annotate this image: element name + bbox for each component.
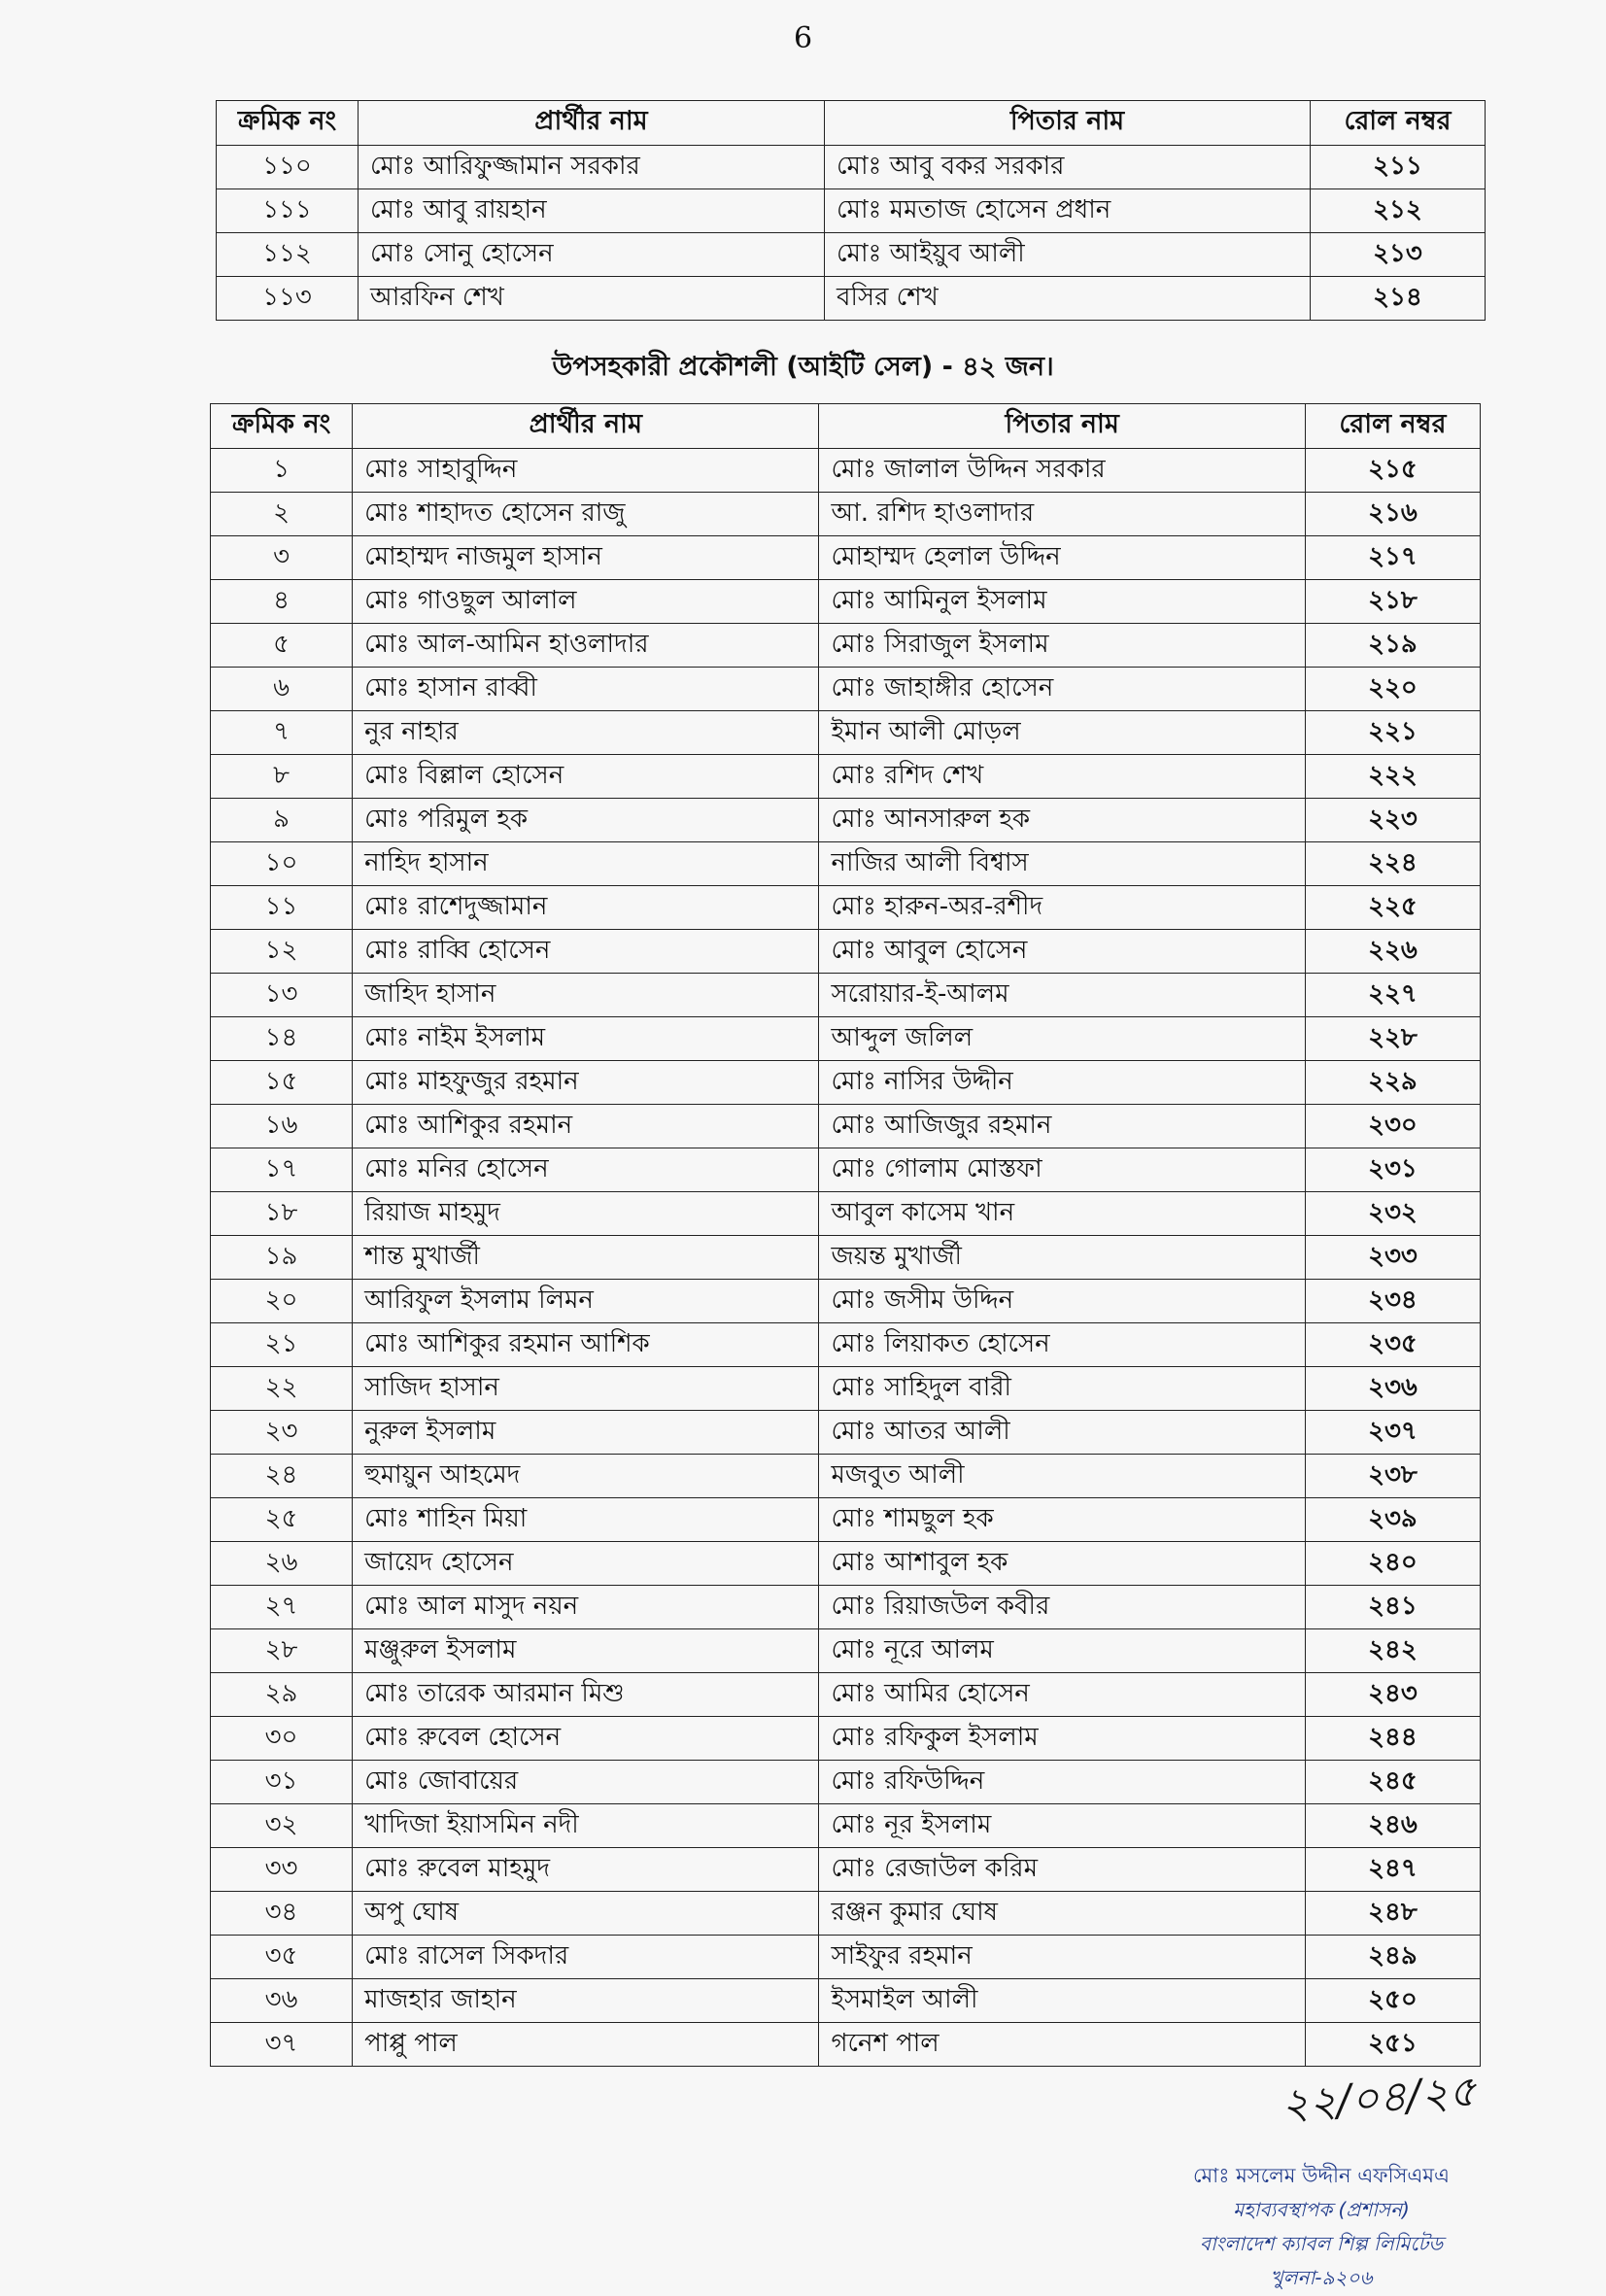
- serial-cell: ৬: [211, 668, 353, 711]
- candidate-name-cell: মোঃ আশিকুর রহমান আশিক: [353, 1323, 819, 1367]
- father-name-cell: সরোয়ার-ই-আলম: [819, 974, 1305, 1017]
- serial-cell: ৯: [211, 799, 353, 842]
- candidate-name-cell: মোঃ রাশেদুজ্জামান: [353, 886, 819, 930]
- father-name-cell: আ. রশিদ হাওলাদার: [819, 493, 1305, 536]
- serial-cell: ১৭: [211, 1148, 353, 1192]
- serial-cell: ১১১: [217, 189, 359, 233]
- father-name-cell: মোঃ আশাবুল হক: [819, 1542, 1305, 1586]
- candidate-name-cell: মোঃ মাহফুজুর রহমান: [353, 1061, 819, 1105]
- serial-cell: ৩০: [211, 1717, 353, 1761]
- table-row: [211, 1280, 1481, 1323]
- roll-number-cell: ২১৬: [1305, 493, 1480, 536]
- father-name-cell: মোঃ আমির হোসেন: [819, 1673, 1305, 1717]
- father-name-cell: মোঃ নূরে আলম: [819, 1629, 1305, 1673]
- father-name-cell: মোঃ নূর ইসলাম: [819, 1804, 1305, 1848]
- roll-number-cell: ২৪০: [1305, 1542, 1480, 1586]
- candidate-table-continued: [216, 100, 1486, 321]
- candidate-name-cell: মোঃ তারেক আরমান মিশু: [353, 1673, 819, 1717]
- roll-number-cell: ২৪৩: [1305, 1673, 1480, 1717]
- table-row: [211, 842, 1481, 886]
- father-name-cell: মোঃ রেজাউল করিম: [819, 1848, 1305, 1892]
- table-row: [211, 1804, 1481, 1848]
- serial-cell: ১৩: [211, 974, 353, 1017]
- handwritten-signature: ২২/০৪/২৫: [1279, 2066, 1479, 2130]
- father-name-cell: মোঃ জালাল উদ্দিন সরকার: [819, 449, 1305, 493]
- candidate-name-cell: মোঃ রুবেল হোসেন: [353, 1717, 819, 1761]
- roll-number-cell: ২১৯: [1305, 624, 1480, 668]
- father-name-cell: মোঃ আনসারুল হক: [819, 799, 1305, 842]
- father-name-cell: মোঃ লিয়াকত হোসেন: [819, 1323, 1305, 1367]
- serial-cell: ২০: [211, 1280, 353, 1323]
- roll-number-cell: ২২৭: [1305, 974, 1480, 1017]
- roll-number-cell: ২৩৮: [1305, 1455, 1480, 1498]
- candidate-name-cell: মোঃ রুবেল মাহমুদ: [353, 1848, 819, 1892]
- serial-cell: ১৮: [211, 1192, 353, 1236]
- header-roll-number: রোল নম্বর: [1311, 101, 1486, 146]
- serial-cell: ৩৭: [211, 2023, 353, 2067]
- serial-cell: ৩২: [211, 1804, 353, 1848]
- candidate-name-cell: হুমায়ুন আহমেদ: [353, 1455, 819, 1498]
- table-row: [211, 1761, 1481, 1804]
- father-name-cell: মোঃ সিরাজুল ইসলাম: [819, 624, 1305, 668]
- candidate-name-cell: মোঃ হাসান রাব্বী: [353, 668, 819, 711]
- table-row: [211, 1542, 1481, 1586]
- serial-cell: ১: [211, 449, 353, 493]
- candidate-name-cell: মোঃ রাব্বি হোসেন: [353, 930, 819, 974]
- candidate-name-cell: মোঃ জোবায়ের: [353, 1761, 819, 1804]
- father-name-cell: মোহাম্মদ হেলাল উদ্দিন: [819, 536, 1305, 580]
- candidate-name-cell: মোঃ সাহাবুদ্দিন: [353, 449, 819, 493]
- page-number: 6: [793, 21, 813, 55]
- father-name-cell: মোঃ জসীম উদ্দিন: [819, 1280, 1305, 1323]
- roll-number-cell: ২৩২: [1305, 1192, 1480, 1236]
- roll-number-cell: ২৩১: [1305, 1148, 1480, 1192]
- candidate-name-cell: মোঃ গাওছুল আলাল: [353, 580, 819, 624]
- serial-cell: ২৭: [211, 1586, 353, 1629]
- header-candidate-name: প্রার্থীর নাম: [353, 404, 819, 449]
- table-row: [211, 1017, 1481, 1061]
- serial-cell: ১৯: [211, 1236, 353, 1280]
- serial-cell: ১০: [211, 842, 353, 886]
- serial-cell: ৩৫: [211, 1936, 353, 1979]
- signatory-organization: বাংলাদেশ ক্যাবল শিল্প লিমিটেড: [1199, 2232, 1444, 2255]
- serial-cell: ২৮: [211, 1629, 353, 1673]
- father-name-cell: মোঃ আতর আলী: [819, 1411, 1305, 1455]
- serial-cell: ১২: [211, 930, 353, 974]
- table-row: [211, 886, 1481, 930]
- header-serial: ক্রমিক নং: [217, 101, 359, 146]
- table-row: [211, 1455, 1481, 1498]
- candidate-name-cell: নুর নাহার: [353, 711, 819, 755]
- roll-number-cell: ২৩৯: [1305, 1498, 1480, 1542]
- roll-number-cell: ২৪২: [1305, 1629, 1480, 1673]
- roll-number-cell: ২৪৯: [1305, 1936, 1480, 1979]
- header-father-name: পিতার নাম: [825, 101, 1311, 146]
- signatory-name: মোঃ মসলেম উদ্দীন এফসিএমএ: [1192, 2164, 1451, 2187]
- table-row: [211, 1148, 1481, 1192]
- candidate-name-cell: মোঃ আশিকুর রহমান: [353, 1105, 819, 1148]
- serial-cell: ২৪: [211, 1455, 353, 1498]
- candidate-name-cell: আরিফুল ইসলাম লিমন: [353, 1280, 819, 1323]
- table-row: [211, 580, 1481, 624]
- father-name-cell: মোঃ জাহাঙ্গীর হোসেন: [819, 668, 1305, 711]
- father-name-cell: মোঃ রফিউদ্দিন: [819, 1761, 1305, 1804]
- table-row: [211, 1717, 1481, 1761]
- table-row: [211, 1848, 1481, 1892]
- roll-number-cell: ২৫১: [1305, 2023, 1480, 2067]
- father-name-cell: মোঃ গোলাম মোস্তফা: [819, 1148, 1305, 1192]
- serial-cell: ৭: [211, 711, 353, 755]
- serial-cell: ১১৩: [217, 277, 359, 321]
- serial-cell: ২৯: [211, 1673, 353, 1717]
- serial-cell: ৩৩: [211, 1848, 353, 1892]
- father-name-cell: মোঃ আবু বকর সরকার: [825, 146, 1311, 189]
- roll-number-cell: ২৩৭: [1305, 1411, 1480, 1455]
- table-row: [211, 930, 1481, 974]
- table-row: [217, 233, 1486, 277]
- candidate-name-cell: সাজিদ হাসান: [353, 1367, 819, 1411]
- table-row: [211, 2023, 1481, 2067]
- serial-cell: ১১০: [217, 146, 359, 189]
- table-row: [211, 1979, 1481, 2023]
- table-row: [217, 277, 1486, 321]
- roll-number-cell: ২২৫: [1305, 886, 1480, 930]
- father-name-cell: মোঃ আবুল হোসেন: [819, 930, 1305, 974]
- header-serial: ক্রমিক নং: [211, 404, 353, 449]
- serial-cell: ২৩: [211, 1411, 353, 1455]
- candidate-name-cell: মোঃ নাইম ইসলাম: [353, 1017, 819, 1061]
- table-row: [211, 974, 1481, 1017]
- table-row: [211, 1673, 1481, 1717]
- roll-number-cell: ২১৭: [1305, 536, 1480, 580]
- father-name-cell: মোঃ সাহিদুল বারী: [819, 1367, 1305, 1411]
- candidate-name-cell: মোঃ আবু রায়হান: [359, 189, 825, 233]
- candidate-name-cell: মোঃ আল মাসুদ নয়ন: [353, 1586, 819, 1629]
- father-name-cell: নাজির আলী বিশ্বাস: [819, 842, 1305, 886]
- table-row: [211, 1498, 1481, 1542]
- father-name-cell: মোঃ হারুন-অর-রশীদ: [819, 886, 1305, 930]
- signatory-designation: মহাব্যবস্থাপক (প্রশাসন): [1233, 2198, 1410, 2221]
- table-row: [211, 1061, 1481, 1105]
- father-name-cell: বসির শেখ: [825, 277, 1311, 321]
- table-row: [211, 1411, 1481, 1455]
- candidate-name-cell: মঞ্জুরুল ইসলাম: [353, 1629, 819, 1673]
- candidate-name-cell: মোঃ শাহাদত হোসেন রাজু: [353, 493, 819, 536]
- roll-number-cell: ২২০: [1305, 668, 1480, 711]
- candidate-name-cell: মোঃ রাসেল সিকদার: [353, 1936, 819, 1979]
- serial-cell: ১১২: [217, 233, 359, 277]
- roll-number-cell: ২১৫: [1305, 449, 1480, 493]
- candidate-name-cell: মোঃ আরিফুজ্জামান সরকার: [359, 146, 825, 189]
- roll-number-cell: ২৪৭: [1305, 1848, 1480, 1892]
- roll-number-cell: ২৪৫: [1305, 1761, 1480, 1804]
- roll-number-cell: ২২৯: [1305, 1061, 1480, 1105]
- serial-cell: ৫: [211, 624, 353, 668]
- father-name-cell: মোঃ রিয়াজউল কবীর: [819, 1586, 1305, 1629]
- roll-number-cell: ২১২: [1311, 189, 1486, 233]
- roll-number-cell: ২২৬: [1305, 930, 1480, 974]
- father-name-cell: মোঃ আমিনুল ইসলাম: [819, 580, 1305, 624]
- father-name-cell: আব্দুল জলিল: [819, 1017, 1305, 1061]
- roll-number-cell: ২২১: [1305, 711, 1480, 755]
- candidate-name-cell: মোঃ বিল্লাল হোসেন: [353, 755, 819, 799]
- father-name-cell: জয়ন্ত মুখার্জী: [819, 1236, 1305, 1280]
- candidate-name-cell: অপু ঘোষ: [353, 1892, 819, 1936]
- table-row: [211, 799, 1481, 842]
- table-row: [211, 755, 1481, 799]
- candidate-name-cell: নুরুল ইসলাম: [353, 1411, 819, 1455]
- roll-number-cell: ২১৮: [1305, 580, 1480, 624]
- candidate-name-cell: নাহিদ হাসান: [353, 842, 819, 886]
- father-name-cell: আবুল কাসেম খান: [819, 1192, 1305, 1236]
- serial-cell: ২১: [211, 1323, 353, 1367]
- serial-cell: ২৫: [211, 1498, 353, 1542]
- candidate-table-it-cell: [210, 403, 1481, 2067]
- candidate-name-cell: পাপ্পু পাল: [353, 2023, 819, 2067]
- roll-number-cell: ২২২: [1305, 755, 1480, 799]
- roll-number-cell: ২২৪: [1305, 842, 1480, 886]
- table-row: [211, 1192, 1481, 1236]
- serial-cell: ৩৪: [211, 1892, 353, 1936]
- father-name-cell: মোঃ রফিকুল ইসলাম: [819, 1717, 1305, 1761]
- father-name-cell: মোঃ আইয়ুব আলী: [825, 233, 1311, 277]
- table-row: [211, 1892, 1481, 1936]
- candidate-name-cell: শান্ত মুখার্জী: [353, 1236, 819, 1280]
- roll-number-cell: ২৩৩: [1305, 1236, 1480, 1280]
- candidate-name-cell: মোঃ আল-আমিন হাওলাদার: [353, 624, 819, 668]
- serial-cell: ৪: [211, 580, 353, 624]
- candidate-name-cell: রিয়াজ মাহমুদ: [353, 1192, 819, 1236]
- roll-number-cell: ২৪১: [1305, 1586, 1480, 1629]
- table-row: [211, 1629, 1481, 1673]
- table-row: [211, 668, 1481, 711]
- serial-cell: ৮: [211, 755, 353, 799]
- father-name-cell: মোঃ মমতাজ হোসেন প্রধান: [825, 189, 1311, 233]
- roll-number-cell: ২৪৪: [1305, 1717, 1480, 1761]
- table-row: [217, 189, 1486, 233]
- signature-block: [1127, 2066, 1516, 2296]
- candidate-name-cell: জাহিদ হাসান: [353, 974, 819, 1017]
- header-roll-number: রোল নম্বর: [1305, 404, 1480, 449]
- table-row: [211, 1586, 1481, 1629]
- table-row: [211, 711, 1481, 755]
- serial-cell: ২২: [211, 1367, 353, 1411]
- father-name-cell: ইমান আলী মোড়ল: [819, 711, 1305, 755]
- roll-number-cell: ২৪৬: [1305, 1804, 1480, 1848]
- father-name-cell: মোঃ রশিদ শেখ: [819, 755, 1305, 799]
- serial-cell: ৩৬: [211, 1979, 353, 2023]
- candidate-name-cell: মোঃ পরিমুল হক: [353, 799, 819, 842]
- serial-cell: ৩: [211, 536, 353, 580]
- roll-number-cell: ২১৪: [1311, 277, 1486, 321]
- candidate-name-cell: জায়েদ হোসেন: [353, 1542, 819, 1586]
- roll-number-cell: ২৩৪: [1305, 1280, 1480, 1323]
- roll-number-cell: ২১১: [1311, 146, 1486, 189]
- table-row: [211, 624, 1481, 668]
- father-name-cell: মোঃ আজিজুর রহমান: [819, 1105, 1305, 1148]
- serial-cell: ২: [211, 493, 353, 536]
- serial-cell: ২৬: [211, 1542, 353, 1586]
- father-name-cell: গনেশ পাল: [819, 2023, 1305, 2067]
- table-row: [211, 1236, 1481, 1280]
- roll-number-cell: ২৫০: [1305, 1979, 1480, 2023]
- table-row: [211, 1936, 1481, 1979]
- father-name-cell: মোঃ শামছুল হক: [819, 1498, 1305, 1542]
- candidate-name-cell: মোঃ শাহিন মিয়া: [353, 1498, 819, 1542]
- roll-number-cell: ২২৮: [1305, 1017, 1480, 1061]
- roll-number-cell: ২৩০: [1305, 1105, 1480, 1148]
- father-name-cell: রঞ্জন কুমার ঘোষ: [819, 1892, 1305, 1936]
- table-row: [211, 493, 1481, 536]
- father-name-cell: ইসমাইল আলী: [819, 1979, 1305, 2023]
- signatory-location: খুলনা-৯২০৬: [1270, 2266, 1373, 2289]
- candidate-name-cell: মোহাম্মদ নাজমুল হাসান: [353, 536, 819, 580]
- serial-cell: ৩১: [211, 1761, 353, 1804]
- table-row: [211, 449, 1481, 493]
- roll-number-cell: ২৩৫: [1305, 1323, 1480, 1367]
- table-row: [217, 146, 1486, 189]
- father-name-cell: সাইফুর রহমান: [819, 1936, 1305, 1979]
- candidate-name-cell: মাজহার জাহান: [353, 1979, 819, 2023]
- header-candidate-name: প্রার্থীর নাম: [359, 101, 825, 146]
- roll-number-cell: ২১৩: [1311, 233, 1486, 277]
- roll-number-cell: ২৩৬: [1305, 1367, 1480, 1411]
- header-father-name: পিতার নাম: [819, 404, 1305, 449]
- roll-number-cell: ২২৩: [1305, 799, 1480, 842]
- section-heading: উপসহকারী প্রকৌশলী (আইটি সেল) - ৪২ জন।: [552, 352, 1054, 382]
- table-header-row: [211, 404, 1481, 449]
- candidate-name-cell: মোঃ মনির হোসেন: [353, 1148, 819, 1192]
- father-name-cell: মজবুত আলী: [819, 1455, 1305, 1498]
- candidate-name-cell: মোঃ সোনু হোসেন: [359, 233, 825, 277]
- serial-cell: ১৪: [211, 1017, 353, 1061]
- table-row: [211, 1105, 1481, 1148]
- roll-number-cell: ২৪৮: [1305, 1892, 1480, 1936]
- table-row: [211, 1323, 1481, 1367]
- serial-cell: ১১: [211, 886, 353, 930]
- table-row: [211, 536, 1481, 580]
- candidate-name-cell: খাদিজা ইয়াসমিন নদী: [353, 1804, 819, 1848]
- father-name-cell: মোঃ নাসির উদ্দীন: [819, 1061, 1305, 1105]
- table-row: [211, 1367, 1481, 1411]
- table-header-row: [217, 101, 1486, 146]
- serial-cell: ১৫: [211, 1061, 353, 1105]
- serial-cell: ১৬: [211, 1105, 353, 1148]
- candidate-name-cell: আরফিন শেখ: [359, 277, 825, 321]
